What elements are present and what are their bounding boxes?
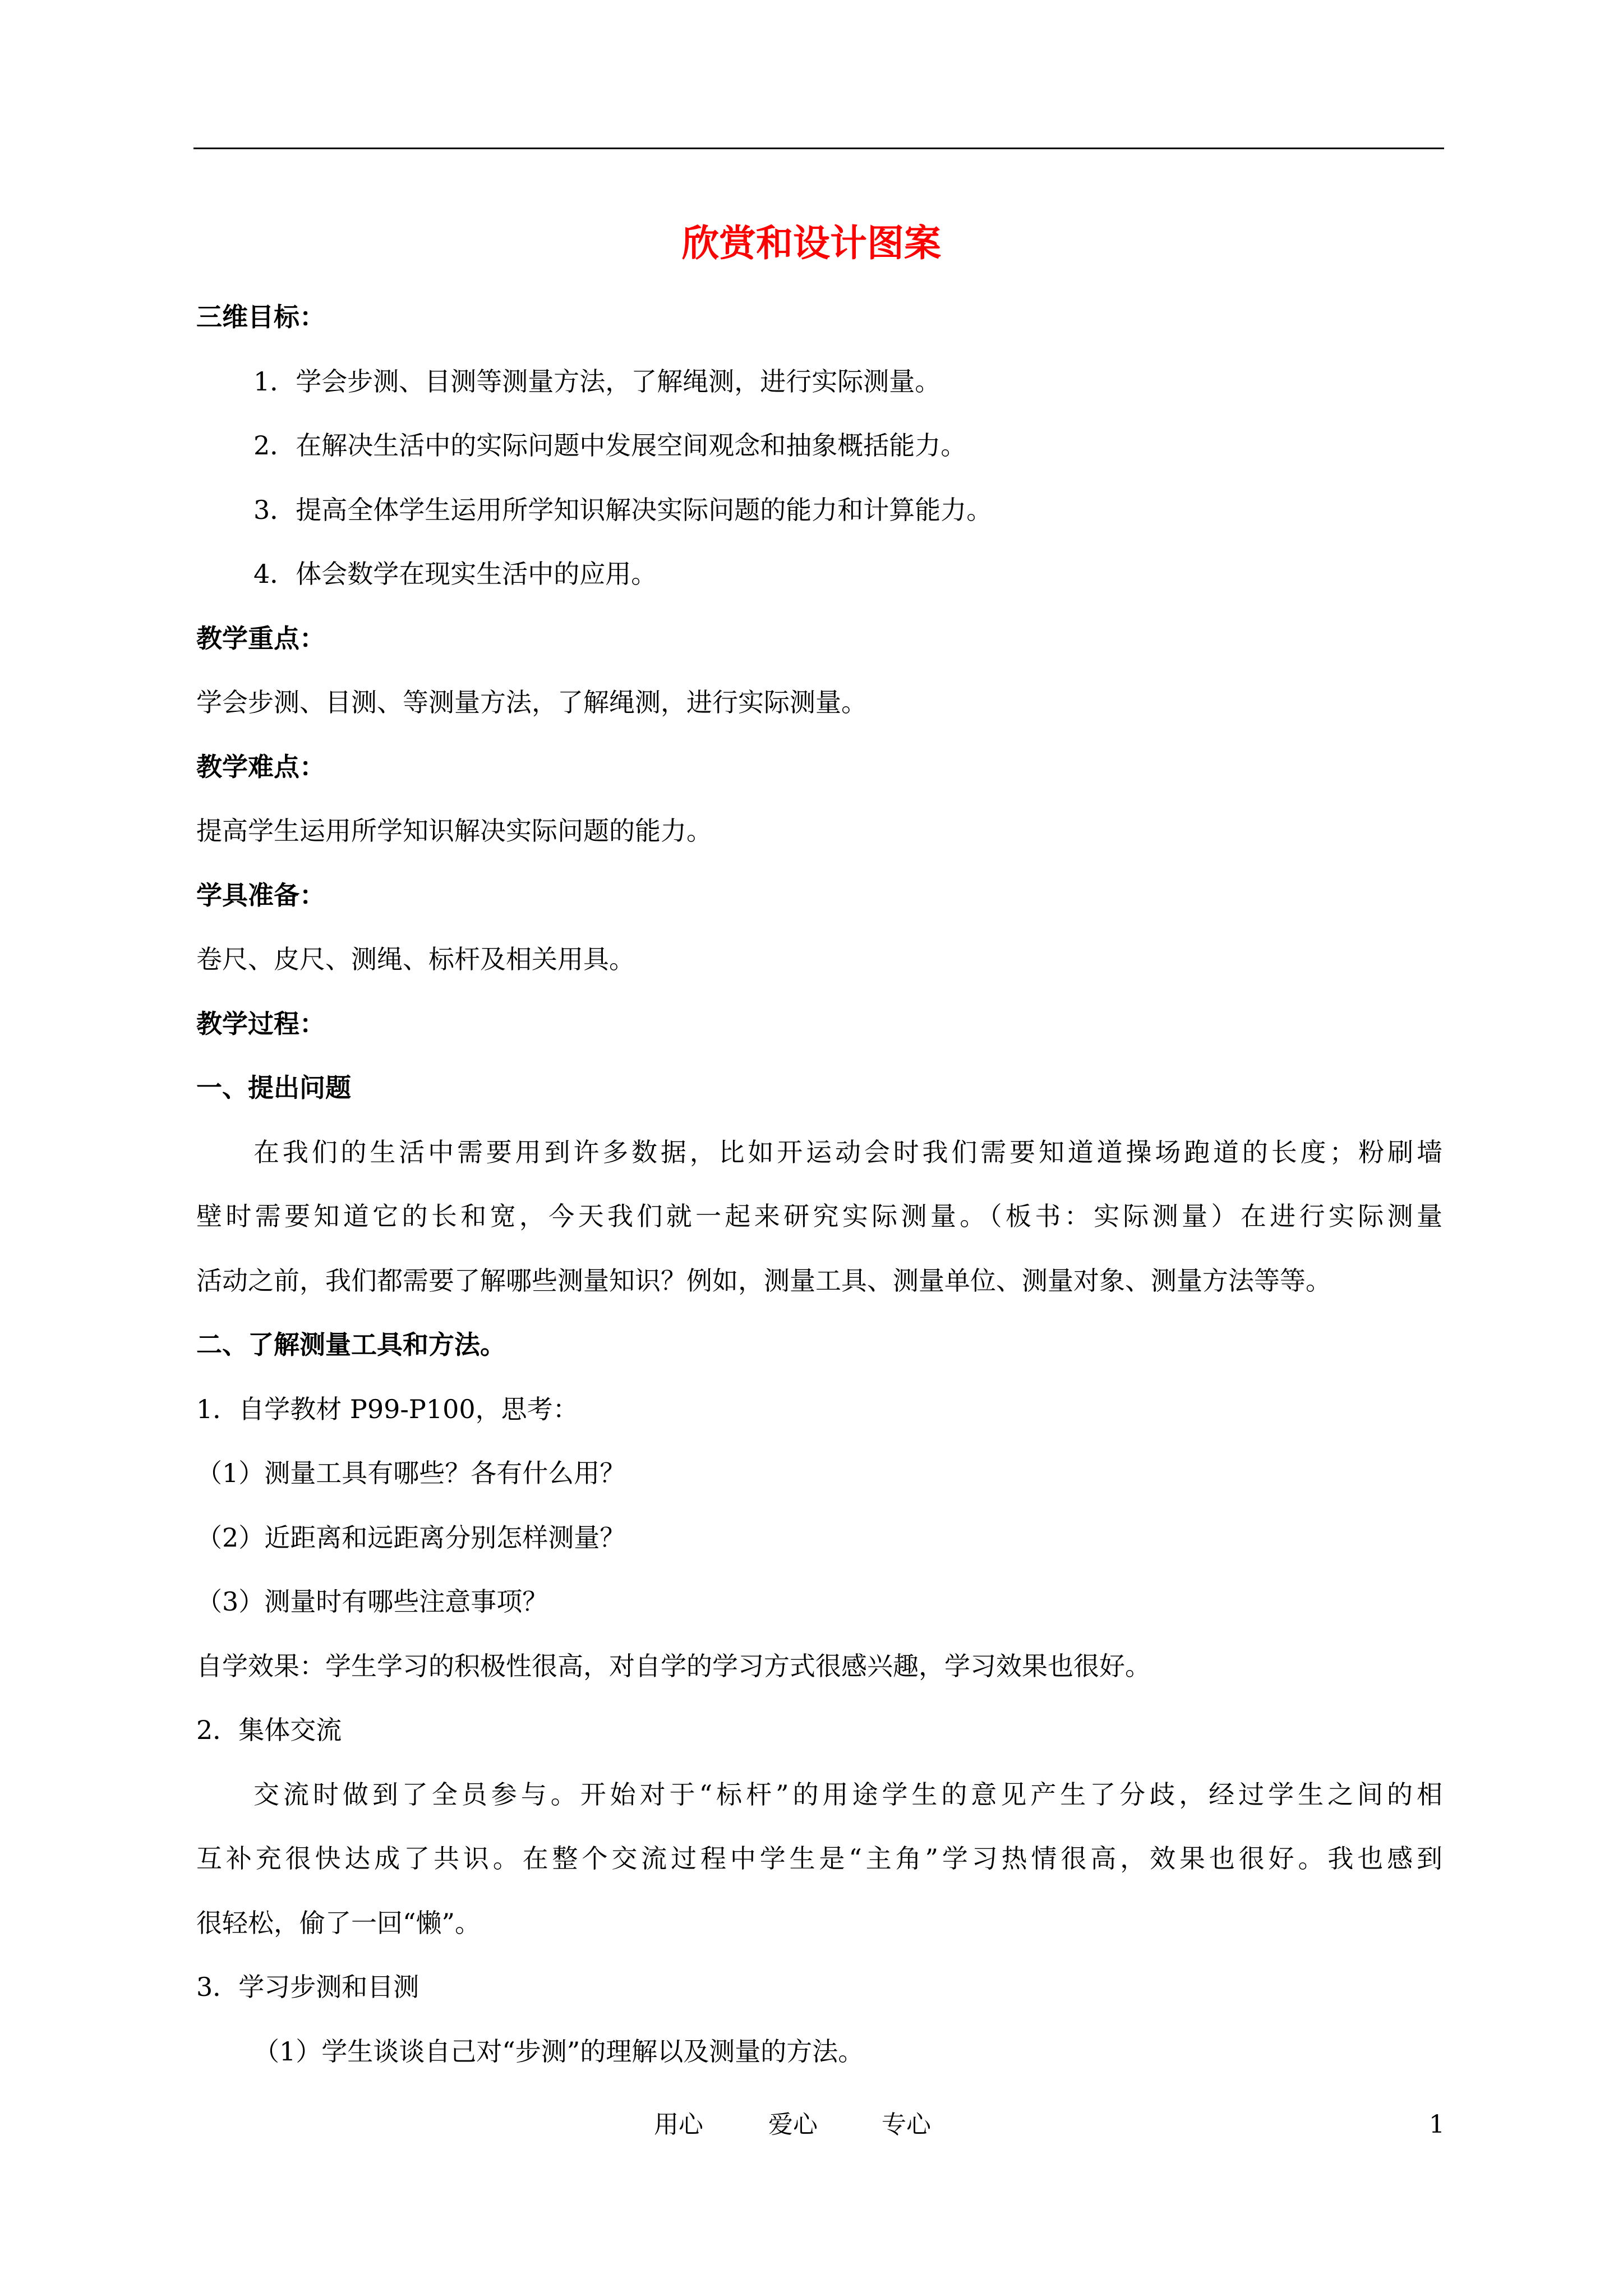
- section-heading: 教学难点：: [196, 752, 325, 782]
- objective-item: 2．在解决生活中的实际问题中发展空间观念和抽象概括能力。: [253, 430, 967, 461]
- paragraph-line: 很轻松，偷了一回“懒”。: [196, 1908, 481, 1938]
- paragraph-line: 卷尺、皮尺、测绳、标杆及相关用具。: [196, 944, 635, 974]
- footer-motto-2: 爱心: [768, 2110, 818, 2139]
- page-number: 1: [1429, 2110, 1445, 2139]
- paragraph-line: （1）学生谈谈自己对“步测”的理解以及测量的方法。: [253, 2036, 864, 2067]
- paragraph-line: 活动之前，我们都需要了解哪些测量知识？例如，测量工具、测量单位、测量对象、测量方法等等。: [196, 1266, 1331, 1296]
- header-rule: [193, 148, 1444, 149]
- paragraph-line: 互补充很快达成了共识。在整个交流过程中学生是“主角”学习热情很高，效果也很好。我也感到: [196, 1843, 1442, 1874]
- paragraph-line: 自学效果：学生学习的积极性很高，对自学的学习方式很感兴趣，学习效果也很好。: [196, 1651, 1151, 1681]
- paragraph-line: 壁时需要知道它的长和宽，今天我们就一起来研究实际测量。（板书：实际测量）在进行实际测量: [196, 1201, 1442, 1231]
- paragraph-line: 交流时做到了全员参与。开始对于“标杆”的用途学生的意见产生了分歧，经过学生之间的相: [253, 1779, 1442, 1810]
- document-title: 欣赏和设计图案: [682, 221, 941, 265]
- section-heading: 学具准备：: [196, 880, 325, 910]
- paragraph-line: 3．学习步测和目测: [196, 1972, 419, 2002]
- section-heading: 三维目标：: [196, 302, 325, 332]
- paragraph-line: 提高学生运用所学知识解决实际问题的能力。: [196, 816, 712, 846]
- section-heading: 教学重点：: [196, 623, 325, 654]
- question-item: （3）测量时有哪些注意事项？: [196, 1586, 548, 1617]
- paragraph-line: 学会步测、目测、等测量方法，了解绳测，进行实际测量。: [196, 687, 867, 717]
- paragraph-line: 1．自学教材 P99-P100，思考：: [196, 1394, 579, 1424]
- footer-motto-3: 专心: [882, 2110, 931, 2139]
- footer-motto-1: 用心: [654, 2110, 703, 2139]
- question-item: （1）测量工具有哪些？各有什么用？: [196, 1458, 626, 1488]
- objective-item: 1．学会步测、目测等测量方法，了解绳测，进行实际测量。: [253, 366, 941, 397]
- paragraph-line: 在我们的生活中需要用到许多数据，比如开运动会时我们需要知道道操场跑道的长度；粉刷墙: [253, 1137, 1442, 1167]
- section-heading: 教学过程：: [196, 1009, 325, 1039]
- subsection-heading: 二、了解测量工具和方法。: [196, 1329, 506, 1360]
- question-item: （2）近距离和远距离分别怎样测量？: [196, 1522, 626, 1553]
- objective-item: 3．提高全体学生运用所学知识解决实际问题的能力和计算能力。: [253, 495, 993, 525]
- objective-item: 4．体会数学在现实生活中的应用。: [253, 559, 657, 589]
- paragraph-line: 2．集体交流: [196, 1715, 342, 1745]
- subsection-heading: 一、提出问题: [196, 1073, 351, 1103]
